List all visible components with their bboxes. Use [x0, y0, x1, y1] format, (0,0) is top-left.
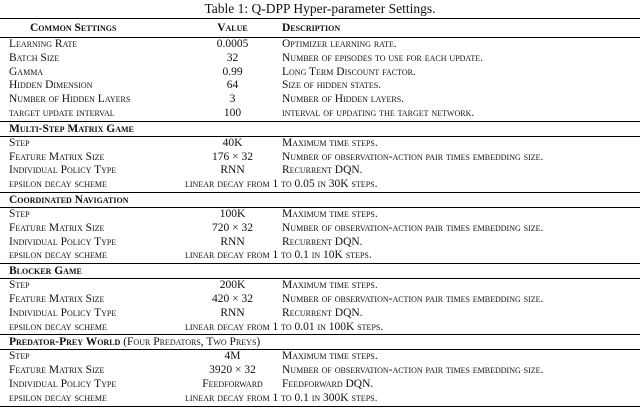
param-description: interval of updating the target network.	[282, 106, 475, 119]
param-name: Step	[9, 207, 30, 220]
table-row	[0, 236, 640, 250]
table-row	[0, 279, 640, 293]
param-name: Step	[9, 136, 30, 149]
param-description: Size of hidden states.	[282, 79, 382, 92]
param-value: 100	[223, 106, 242, 119]
param-value: 0.0005	[216, 38, 249, 50]
param-description: Number of observation-action pair times embedding size.	[282, 364, 544, 377]
table-row	[0, 321, 640, 335]
param-name: Individual Policy Type	[9, 377, 117, 390]
param-name: Step	[9, 350, 30, 363]
param-description: Optimizer learning rate.	[282, 38, 397, 50]
param-value: 0.99	[222, 65, 243, 78]
table-row	[0, 364, 640, 378]
section-heading-matrix-game	[0, 121, 640, 136]
param-description: Number of observation-action pair times embedding size.	[282, 292, 544, 305]
table-row	[0, 378, 640, 392]
param-value: 64	[226, 79, 239, 92]
param-description: Maximum time steps.	[282, 279, 378, 292]
param-name: Hidden Dimension	[9, 79, 93, 92]
param-description: Maximum time steps.	[282, 136, 378, 149]
param-name: Feature Matrix Size	[9, 150, 105, 163]
param-value: 40K	[222, 136, 243, 149]
param-name: epsilon decay scheme	[9, 249, 107, 262]
table-caption: Table 1: Q-DPP Hyper-parameter Settings.	[204, 1, 436, 16]
param-description: Number of observation-action pair times embedding size.	[282, 150, 544, 163]
param-description: Recurrent DQN.	[282, 306, 363, 319]
param-value: 100K	[219, 207, 246, 220]
header-value: Value	[185, 19, 280, 38]
section-title: Coordinated Navigation	[9, 193, 129, 206]
section-heading-coordinated-navigation	[0, 192, 640, 207]
param-value: RNN	[220, 306, 245, 319]
param-description: Recurrent DQN.	[282, 235, 363, 248]
table-row	[0, 79, 640, 93]
table-row	[0, 307, 640, 321]
param-description: Number of episodes to use for each update.	[282, 51, 483, 64]
param-name: epsilon decay scheme	[9, 320, 107, 333]
header-description: Description	[280, 19, 640, 38]
section-title: Predator-Prey World	[9, 336, 121, 349]
section-heading-blocker-game	[0, 264, 640, 279]
param-name: Individual Policy Type	[9, 306, 117, 319]
header-setting: Common Settings	[0, 19, 185, 38]
param-description: linear decay from 1 to 0.1 in 10K steps.	[185, 249, 372, 262]
table-row	[0, 293, 640, 307]
param-name: Number of Hidden Layers	[9, 93, 131, 106]
hyperparameter-table	[0, 18, 640, 407]
param-name: epsilon decay scheme	[0, 392, 185, 406]
section-heading-predator-prey	[0, 335, 640, 350]
param-name: Individual Policy Type	[9, 164, 117, 177]
table-row	[0, 52, 640, 66]
param-name: Feature Matrix Size	[9, 292, 105, 305]
table-row	[0, 178, 640, 192]
param-name: Feature Matrix Size	[9, 221, 105, 234]
param-value: 720 × 32	[212, 221, 253, 234]
param-value: Feedforward	[202, 377, 263, 390]
table-row	[0, 38, 640, 52]
param-name: Step	[9, 279, 30, 292]
table-row	[0, 207, 640, 221]
param-value: 3	[229, 93, 236, 106]
param-description: linear decay from 1 to 0.05 in 30K steps.	[185, 178, 378, 191]
table-row	[0, 136, 640, 150]
param-value: 176 × 32	[212, 150, 253, 163]
param-value: 3920 × 32	[209, 364, 256, 377]
table-row	[0, 66, 640, 80]
table-row	[0, 392, 640, 406]
param-name: Individual Policy Type	[9, 235, 117, 248]
table-header-row	[0, 19, 640, 38]
param-description: Maximum time steps.	[282, 350, 378, 363]
param-value: 4M	[224, 350, 241, 363]
param-description: Recurrent DQN.	[282, 164, 363, 177]
param-name: Feature Matrix Size	[9, 364, 105, 377]
param-description: Long Term Discount factor.	[282, 65, 416, 78]
param-value: 420 × 32	[212, 292, 253, 305]
param-description: Maximum time steps.	[282, 207, 378, 220]
param-name: epsilon decay scheme	[9, 178, 107, 191]
param-value: RNN	[220, 235, 245, 248]
param-name: Gamma	[9, 65, 44, 78]
table-row	[0, 249, 640, 263]
table-row	[0, 222, 640, 236]
section-subtitle: (Four Predators, Two Preys)	[123, 336, 261, 349]
table-row	[0, 164, 640, 178]
param-name: target update interval	[9, 106, 115, 119]
param-value: 200K	[219, 279, 246, 292]
param-name: Learning Rate	[9, 38, 78, 50]
table-row	[0, 107, 640, 121]
param-description: linear decay from 1 to 0.01 in 100K steps.	[185, 320, 384, 333]
param-name: Batch Size	[9, 51, 60, 64]
section-title: Blocker Game	[9, 265, 82, 278]
param-value: 32	[226, 51, 239, 64]
table-row	[0, 93, 640, 107]
param-value: RNN	[220, 164, 245, 177]
param-description: Feedforward DQN.	[282, 377, 374, 390]
param-description: Number of Hidden layers.	[282, 93, 405, 106]
section-title: Multi-Step Matrix Game	[9, 122, 134, 135]
param-description: Number of observation-action pair times embedding size.	[282, 221, 544, 234]
table-row	[0, 350, 640, 364]
param-description: linear decay from 1 to 0.1 in 300K steps.	[185, 392, 640, 406]
table-row	[0, 151, 640, 165]
